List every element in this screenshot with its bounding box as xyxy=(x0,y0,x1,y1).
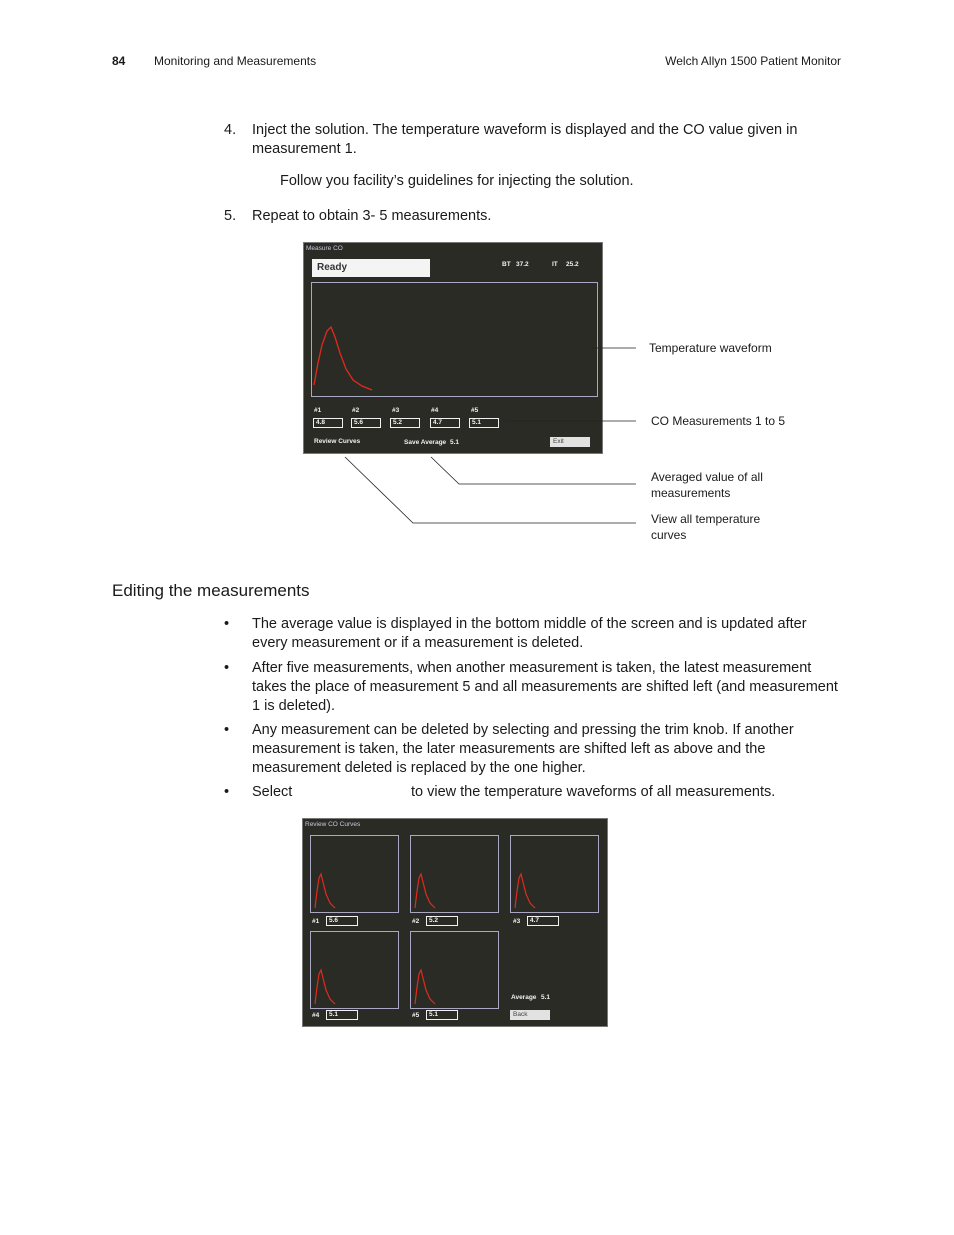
curve-panel[interactable] xyxy=(310,931,399,1009)
back-button[interactable]: Back xyxy=(510,1010,550,1020)
curve-label: #5 xyxy=(412,1012,420,1019)
curve-svg xyxy=(411,932,498,1008)
average-label: Average xyxy=(511,994,537,1001)
curve-value: 5.1 xyxy=(426,1010,458,1020)
measurement-label: #5 xyxy=(471,407,479,414)
curve-waveform-line xyxy=(415,874,435,908)
callout-view-curves: View all temperature curves xyxy=(651,512,761,542)
curve-svg xyxy=(511,836,598,912)
measurement-value[interactable]: 5.1 xyxy=(469,418,499,428)
curve-value: 5.6 xyxy=(326,916,358,926)
callout-co-measurements: CO Measurements 1 to 5 xyxy=(651,414,786,428)
step-note: Follow you facility’s guidelines for injecting the solution. xyxy=(280,173,634,189)
curve-label: #1 xyxy=(312,918,320,925)
section-title: Monitoring and Measurements xyxy=(154,54,317,68)
average-value: 5.1 xyxy=(541,994,551,1001)
exit-button[interactable]: Exit xyxy=(550,437,590,447)
bullet-item: Any measurement can be deleted by selecting and pressing the trim knob. If another measurement is taken, the later measurements are shifted left as above and the measurement deleted is replaced by the one higher. xyxy=(252,722,794,776)
measurement-value[interactable]: 4.7 xyxy=(430,418,460,428)
bullet-select-word: Select xyxy=(252,784,293,800)
screen-title: Review CO Curves xyxy=(305,821,361,828)
measurement-value[interactable]: 5.6 xyxy=(351,418,381,428)
curve-waveform-line xyxy=(315,874,335,908)
step-text: Repeat to obtain 3- 5 measurements. xyxy=(252,208,492,224)
bt-label: BT xyxy=(502,261,511,268)
measurement-label: #1 xyxy=(314,407,322,414)
callout-line-review xyxy=(345,457,636,523)
callout-lines xyxy=(0,0,954,560)
bullet-dot: • xyxy=(224,616,230,632)
section-heading: Editing the measurements xyxy=(112,581,310,600)
curve-panel[interactable] xyxy=(410,835,499,913)
step-number: 4. xyxy=(224,122,237,138)
curve-waveform-line xyxy=(315,970,335,1004)
curve-label: #3 xyxy=(513,918,521,925)
curve-panel[interactable] xyxy=(510,835,599,913)
curve-panel[interactable] xyxy=(310,835,399,913)
curve-panel[interactable] xyxy=(410,931,499,1009)
callout-averaged-value: Averaged value of all measurements xyxy=(651,470,763,500)
curve-waveform-line xyxy=(515,874,535,908)
measurement-value[interactable]: 4.8 xyxy=(313,418,343,428)
curve-label: #4 xyxy=(312,1012,320,1019)
curve-svg xyxy=(411,836,498,912)
measurement-label: #3 xyxy=(392,407,400,414)
bullet-dot: • xyxy=(224,722,230,738)
bullet-dot: • xyxy=(224,784,230,800)
page-number: 84 xyxy=(112,54,126,68)
curve-value: 5.2 xyxy=(426,916,458,926)
review-co-curves-screenshot xyxy=(302,818,608,1027)
measurement-label: #2 xyxy=(352,407,360,414)
bullet-select-rest: to view the temperature waveforms of all measurements. xyxy=(411,784,776,800)
bullet-item: After five measurements, when another measurement is taken, the latest measurement takes the place of measurement 5 and all measurements are shifted left (and measurement 1 is deleted). xyxy=(252,660,838,714)
status-ready: Ready xyxy=(312,259,430,277)
callout-temperature-waveform: Temperature waveform xyxy=(649,341,772,355)
it-label: IT xyxy=(552,261,558,268)
it-value: 25.2 xyxy=(566,261,579,268)
bullet-dot: • xyxy=(224,660,230,676)
curve-waveform-line xyxy=(415,970,435,1004)
document-title: Welch Allyn 1500 Patient Monitor xyxy=(665,54,841,68)
bullet-item: The average value is displayed in the bottom middle of the screen and is updated after every measurement or if a measurement is deleted. xyxy=(252,616,807,651)
step-text: Inject the solution. The temperature waveform is displayed and the CO value given in measurement 1. xyxy=(252,122,798,157)
step-number: 5. xyxy=(224,208,237,224)
curve-svg xyxy=(311,836,398,912)
measurement-value[interactable]: 5.2 xyxy=(390,418,420,428)
curve-value: 5.1 xyxy=(326,1010,358,1020)
curve-label: #2 xyxy=(412,918,420,925)
save-average-label[interactable]: Save Average xyxy=(404,439,447,446)
screen-title: Measure CO xyxy=(306,245,343,252)
save-average-value: 5.1 xyxy=(450,439,460,446)
curve-value: 4.7 xyxy=(527,916,559,926)
bt-value: 37.2 xyxy=(516,261,529,268)
curve-svg xyxy=(311,932,398,1008)
measurement-label: #4 xyxy=(431,407,439,414)
callout-line-average xyxy=(431,457,636,484)
review-curves-button[interactable]: Review Curves xyxy=(314,438,361,445)
